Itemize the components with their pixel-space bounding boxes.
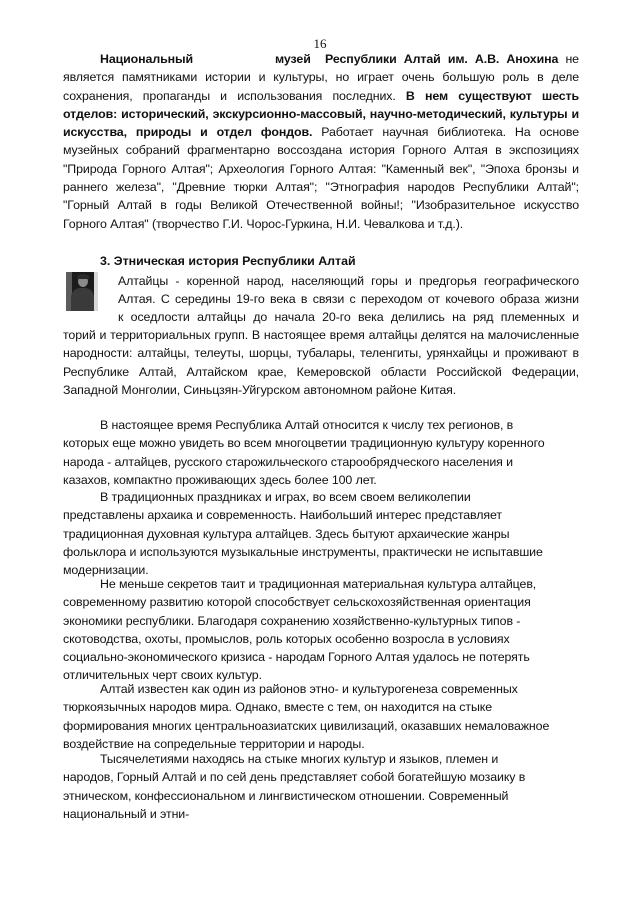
text-line: Алтай известен как один из районов этно- и культурогенеза современных [100, 682, 518, 696]
text-line: национальный и этни- [63, 806, 190, 821]
page-number: 16 [313, 36, 327, 51]
altaians-line-3: к оседлости алтайцы до начала 20-го века делились на ряд племенных и [118, 310, 579, 324]
paragraph-modern-region [63, 416, 593, 489]
paragraph-national-museum [63, 50, 579, 233]
text-line: казахов, компактно проживающих здесь более 100 лет. [63, 472, 377, 487]
museum-title-part2: музей [275, 52, 311, 66]
paragraph-material-culture [63, 575, 593, 685]
text-line: Не меньше секретов таит и традиционная материальная культура алтайцев, [100, 577, 537, 591]
museum-description: не является памятниками истории и культуры, но играет очень большую роль в деле сохранения, пропаганды и использования последних. [63, 52, 579, 103]
text-line: традиционная духовная культура алтайцев. Здесь бытуют архаические жанры [63, 526, 510, 541]
paragraph-ethnogenesis [63, 680, 593, 753]
text-line: представлены архаика и современность. Наибольший интерес представляет [63, 508, 502, 523]
text-line: этническом, конфессиональном и лингвистическом отношении. Современный [63, 788, 509, 803]
text-line: модернизации. [63, 563, 149, 578]
museum-title-part3: Республики Алтай им. А.В. Анохина [325, 52, 559, 66]
text-line: В традиционных праздниках и играх, во всем своем великолепии [100, 490, 471, 504]
text-line: воздействие на сопредельные территории и народы. [63, 736, 365, 751]
altaians-line-2: Алтая. С середины 19-го века в связи с переходом от кочевого образа жизни [118, 292, 579, 306]
museum-title-part1: Национальный [100, 52, 193, 66]
text-line: народов, Горный Алтай и по сей день представляет собой богатейшую мозаику в [63, 770, 526, 785]
section-heading: 3. Этническая история Республики Алтай [100, 254, 356, 268]
text-line: которых еще можно увидеть во всем многоцветии традиционную культуру коренного [63, 436, 545, 451]
text-line: В настоящее время Республика Алтай относится к числу тех регионов, в [100, 418, 514, 432]
paragraph-traditional-festivals [63, 488, 593, 579]
museum-departments: В нем существуют шесть отделов: исторический, экскурсионно-массовый, научно-методический, культуры и искусства, природы и отдел фондов. [63, 88, 579, 140]
text-line: фольклора и используются музыкальные инструменты, практически не испытавшие [63, 544, 543, 559]
text-line: экономики республики. Благодаря сохранению хозяйственно-культурных типов - [63, 613, 521, 628]
text-line: современному развитию которой способствует сельскохозяйственная ориентация [63, 595, 531, 610]
text-line: скотоводства, охоты, промыслов, роль которых особенно возросла в условиях [63, 631, 510, 646]
paragraph-altaians: торий и территориальных групп. В настоящее время алтайцы делятся на малочисленные народности: алтайцы, телеуты, шорцы, тубалары, теленгиты, урянхайцы и проживают в Республике Алтай, Алтайском крае, Кемеровской области Российской Федерации, Западной Монголии, Синьцзян-Уйгурском автономном районе Китая. [63, 328, 579, 397]
text-line: тюркоязычных народов мира. Однако, вместе с тем, он находится на стыке [63, 700, 493, 715]
text-line: отличительных черт своих культур. [63, 668, 262, 683]
portrait-photo [66, 272, 98, 311]
text-line: народа - алтайцев, русского старожильческого старообрядческого населения и [63, 454, 513, 469]
paragraph-cultural-mosaic [63, 750, 593, 823]
museum-exhibitions: Работает научная библиотека. На основе музейных собраний фрагментарно воссоздана история Горного Алтая в экспозициях "Природа Горного Алтая"; Археология Горного Алтая: "Каменный век", "Эпоха бронзы и раннего железа", "Древние тюрки Алтая"; "Этнография народов Республики Алтай"; "Горный Алтай в годы Великой Отечественной войны!; "Изобразительное искусство Горного Алтая" (творчество Г.И. Чорос-Гуркина, Н.И. Чевалкова и т.д.). [63, 125, 579, 231]
text-line: социально-экономического кризиса - народам Горного Алтая удалось не потерять [63, 650, 530, 665]
altaians-line-1: Алтайцы - коренной народ, населяющий горы и предгорья географического [118, 274, 579, 288]
text-line: Тысячелетиями находясь на стыке многих культур и языков, племен и [100, 752, 499, 766]
text-line: формирования многих центральноазиатских цивилизаций, оказавших немаловажное [63, 718, 550, 733]
